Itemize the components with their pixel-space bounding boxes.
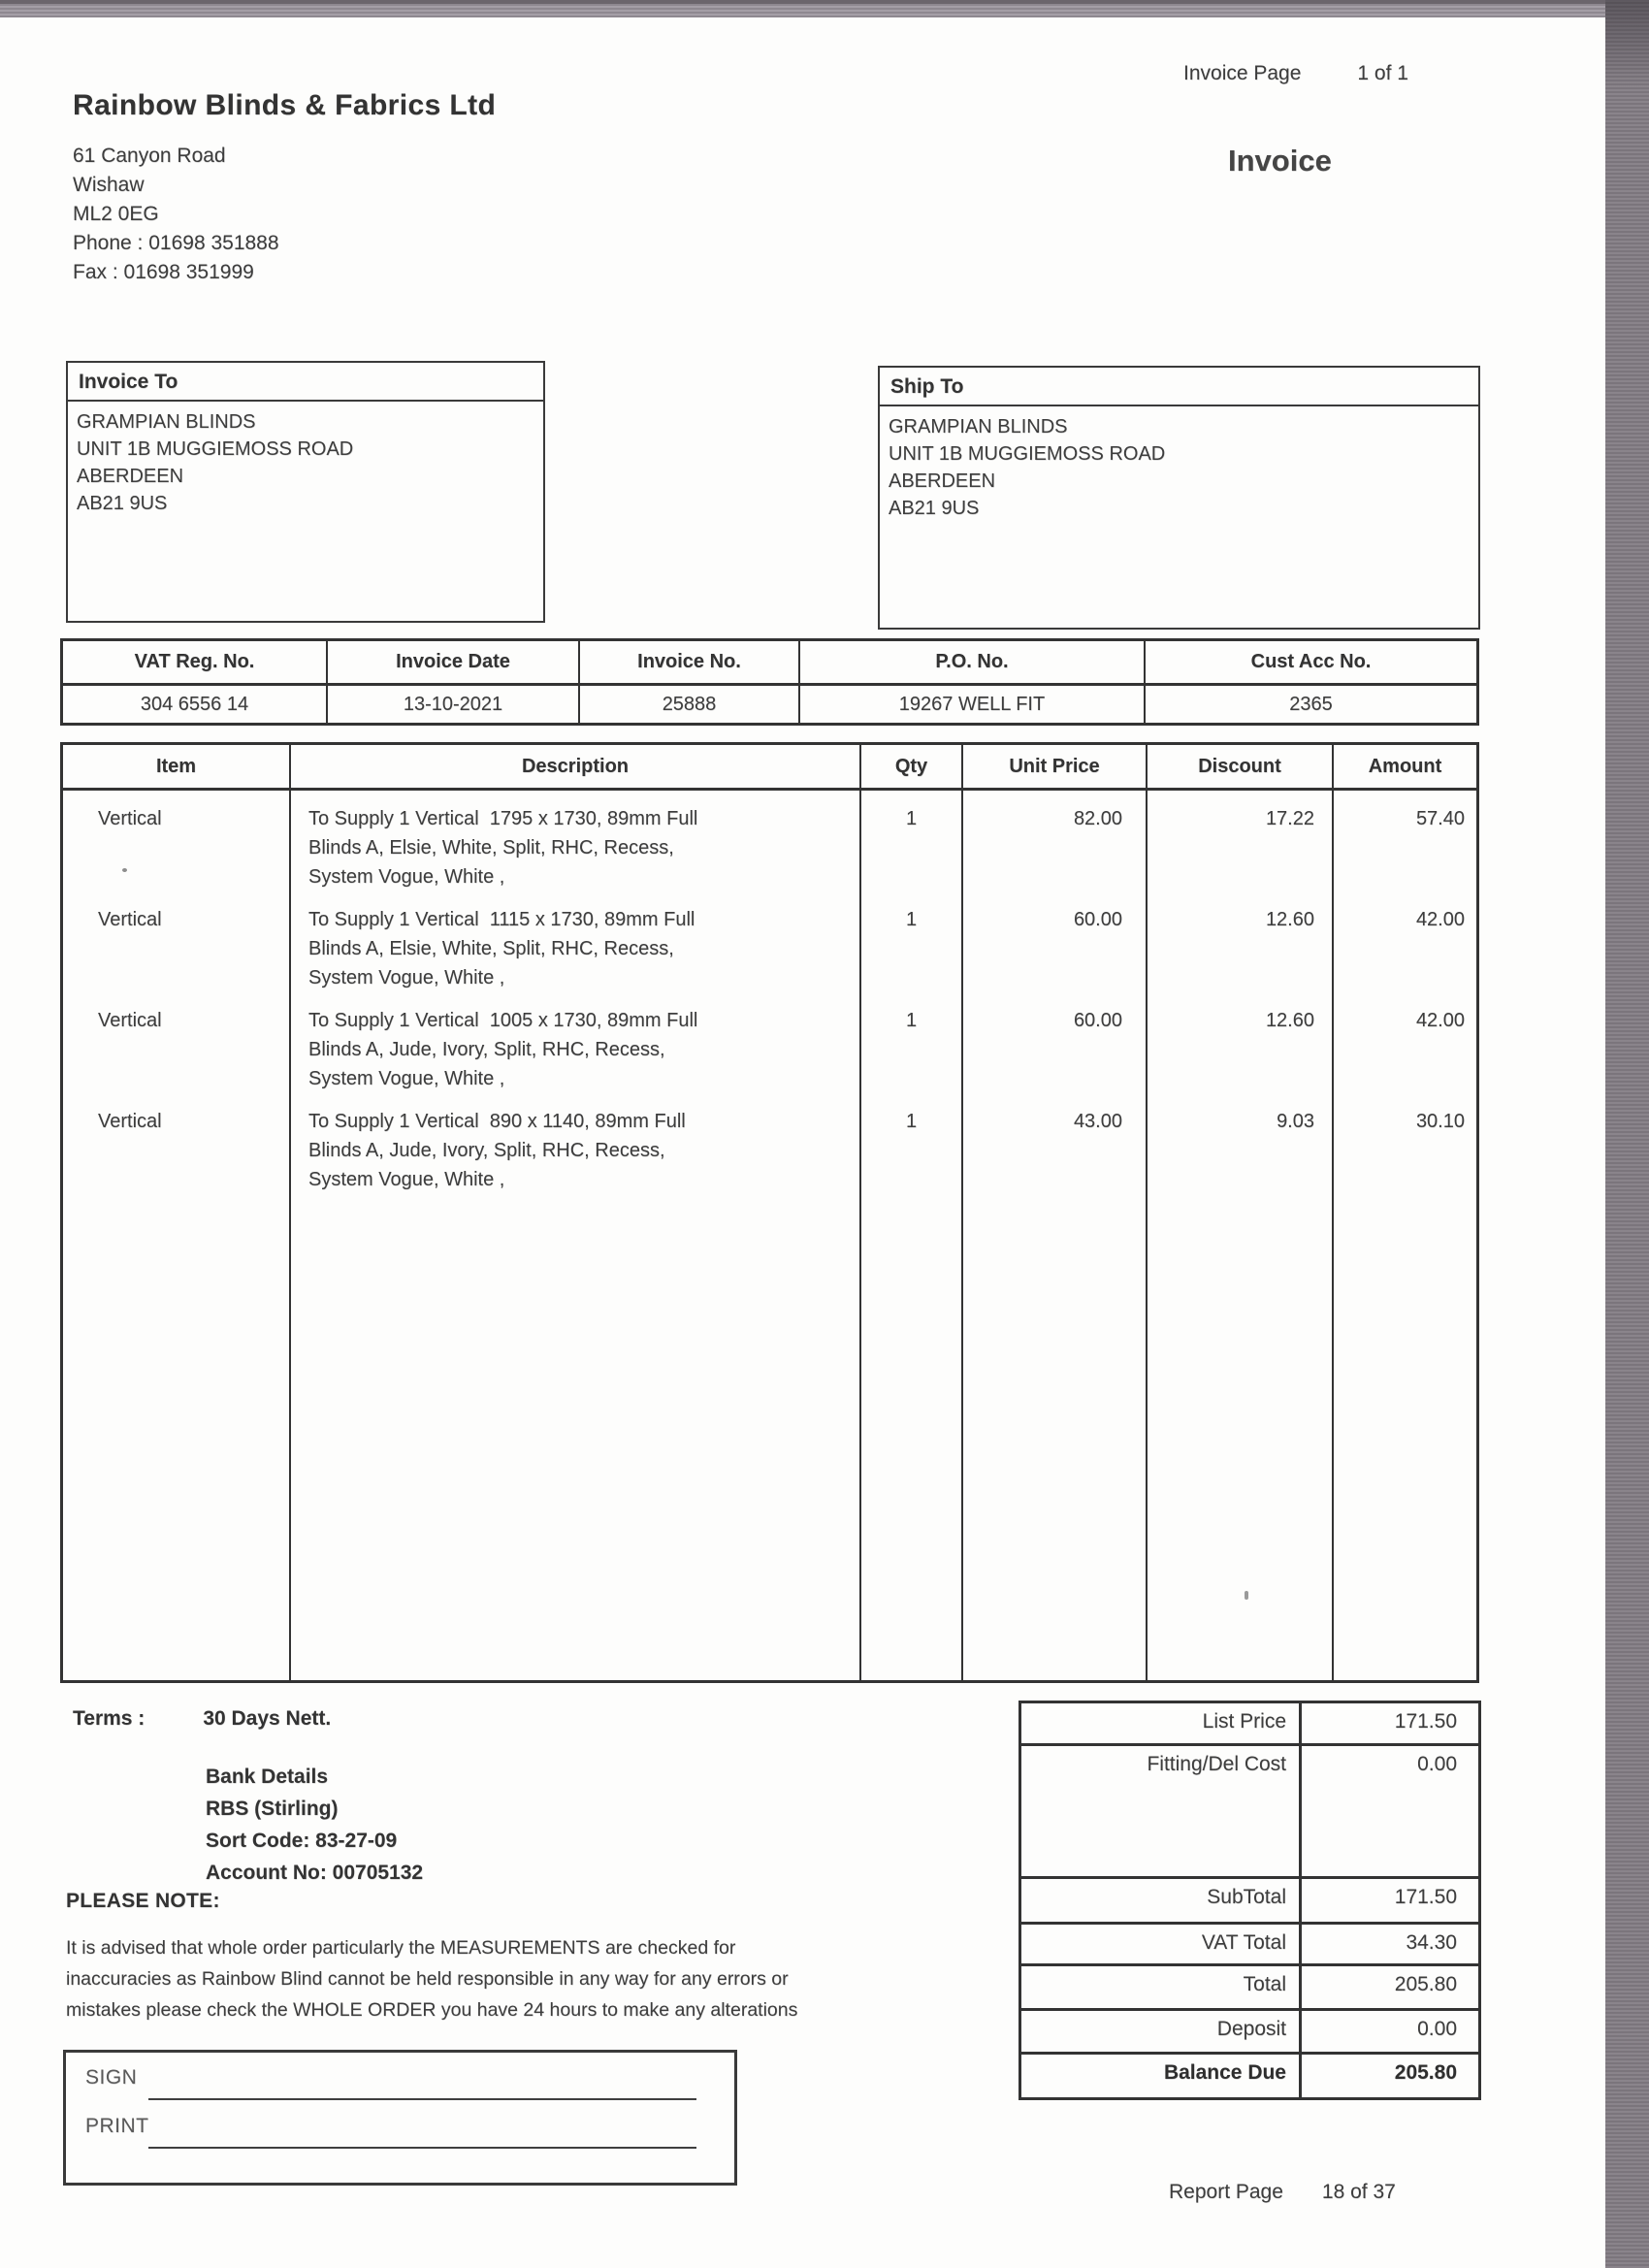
totals-table (1018, 1701, 1481, 2100)
address-line: Wishaw (73, 174, 145, 196)
empty-cell (1148, 1194, 1334, 1680)
total-label: Deposit (1021, 2011, 1302, 2052)
report-page-label: Report Page (1169, 2181, 1283, 2203)
total-row-vat-total (1021, 1925, 1478, 1966)
description-line: System Vogue, White , (308, 967, 505, 988)
invoice-page-label: Invoice Page (1183, 62, 1302, 84)
meta-header-row (63, 641, 1476, 686)
bank-details (206, 1761, 423, 1889)
disclaimer-line: inaccuracies as Rainbow Blind cannot be held responsible in any way for any errors or (66, 1968, 789, 1990)
items-header-row (63, 745, 1476, 791)
invoice-to-line: AB21 9US (77, 493, 168, 514)
total-label: VAT Total (1021, 1925, 1302, 1963)
items-body (63, 791, 1476, 1680)
item-type: Vertical (63, 992, 291, 1093)
description-line: Blinds A, Jude, Ivory, Split, RHC, Recess, (308, 1140, 665, 1161)
meta-header-vat-reg: VAT Reg. No. (63, 641, 328, 683)
description-line: To Supply 1 Vertical 1115 x 1730, 89mm Full (308, 909, 695, 930)
ship-to-line: AB21 9US (889, 498, 980, 519)
ship-to-box (878, 366, 1480, 630)
ship-to-line: UNIT 1B MUGGIEMOSS ROAD (889, 443, 1166, 465)
meta-value-row (63, 686, 1476, 723)
invoice-to-line: UNIT 1B MUGGIEMOSS ROAD (77, 438, 354, 460)
fax-line: Fax : 01698 351999 (73, 261, 254, 283)
scan-edge-right (1605, 0, 1649, 2268)
invoice-to-header: Invoice To (68, 363, 543, 402)
ship-to-line: ABERDEEN (889, 470, 996, 492)
invoice-to-line: ABERDEEN (77, 466, 184, 487)
item-amount: 42.00 (1415, 1010, 1465, 1031)
item-description (291, 1093, 861, 1194)
invoice-no: 25888 (580, 686, 800, 723)
item-discount: 12.60 (1148, 992, 1334, 1093)
total-row-list-price (1021, 1703, 1478, 1746)
invoice-page-indicator (1183, 62, 1408, 85)
ship-to-line: GRAMPIAN BLINDS (889, 416, 1068, 437)
description-line: To Supply 1 Vertical 1005 x 1730, 89mm Full (308, 1010, 698, 1031)
empty-cell (63, 1194, 291, 1680)
table-row (63, 791, 1476, 891)
item-discount: 12.60 (1148, 891, 1334, 992)
line-items-table (60, 742, 1479, 1683)
total-row-fitting-del-cost (1021, 1746, 1478, 1879)
address-line: 61 Canyon Road (73, 145, 226, 167)
item-amount: 42.00 (1415, 909, 1465, 930)
item-qty: 1 (861, 791, 963, 891)
terms (73, 1707, 331, 1731)
description-line: Blinds A, Elsie, White, Split, RHC, Recess, (308, 837, 674, 859)
meta-header-po-no: P.O. No. (800, 641, 1146, 683)
please-note-heading: PLEASE NOTE: (66, 1890, 220, 1912)
col-header-qty: Qty (861, 745, 963, 788)
report-page-value: 18 of 37 (1321, 2181, 1396, 2203)
company-address (73, 142, 279, 287)
item-type: Vertical (63, 791, 291, 891)
ship-to-address (880, 406, 1478, 522)
description-line: System Vogue, White , (308, 1068, 505, 1089)
cust-acc-no: 2365 (1289, 693, 1333, 715)
empty-cell (861, 1194, 963, 1680)
sign-line (148, 2098, 696, 2100)
item-unit-price: 43.00 (963, 1093, 1148, 1194)
description-line: Blinds A, Elsie, White, Split, RHC, Recess, (308, 938, 674, 959)
col-header-discount: Discount (1148, 745, 1334, 788)
meta-header-cust-acc: Cust Acc No. (1250, 651, 1372, 672)
item-qty: 1 (861, 1093, 963, 1194)
empty-cell (291, 1194, 861, 1680)
item-qty: 1 (861, 891, 963, 992)
bank-details-heading: Bank Details (206, 1766, 329, 1788)
invoice-page-value: 1 of 1 (1357, 62, 1408, 84)
empty-cell (963, 1194, 1148, 1680)
total-label: SubTotal (1021, 1879, 1302, 1922)
table-row (63, 891, 1476, 992)
item-description (291, 791, 861, 891)
terms-label: Terms : (73, 1707, 146, 1730)
item-unit-price: 82.00 (963, 791, 1148, 891)
document-title: Invoice (1228, 144, 1332, 178)
empty-table-space (63, 1194, 1476, 1680)
disclaimer-line: mistakes please check the WHOLE ORDER you have 24 hours to make any alterations (66, 1999, 798, 2021)
description-line: System Vogue, White , (308, 866, 505, 888)
col-header-unit-price: Unit Price (963, 745, 1148, 788)
report-page-indicator (1169, 2181, 1396, 2204)
item-type: Vertical (63, 891, 291, 992)
address-line: ML2 0EG (73, 203, 159, 225)
description-line: To Supply 1 Vertical 1795 x 1730, 89mm Full (308, 808, 698, 829)
col-header-item: Item (63, 745, 291, 788)
invoice-meta-table (60, 638, 1479, 726)
vat-reg-no: 304 6556 14 (63, 686, 328, 723)
item-description (291, 992, 861, 1093)
table-row (63, 992, 1476, 1093)
invoice-date: 13-10-2021 (328, 686, 580, 723)
print-label: PRINT (85, 2115, 149, 2137)
bank-name: RBS (Stirling) (206, 1798, 339, 1820)
sign-label: SIGN (85, 2066, 138, 2089)
total-value: 205.80 (1394, 1973, 1457, 1995)
signature-box (63, 2050, 737, 2186)
bank-account-no: Account No: 00705132 (206, 1862, 424, 1884)
description-line: To Supply 1 Vertical 890 x 1140, 89mm Full (308, 1111, 686, 1132)
description-line: System Vogue, White , (308, 1169, 505, 1190)
item-unit-price: 60.00 (963, 891, 1148, 992)
total-label: Total (1021, 1966, 1302, 2008)
total-label: Fitting/Del Cost (1021, 1746, 1302, 1876)
total-label: Balance Due (1021, 2055, 1302, 2097)
total-row-balance-due (1021, 2055, 1478, 2097)
po-no: 19267 WELL FIT (800, 686, 1146, 723)
disclaimer-line: It is advised that whole order particularly the MEASUREMENTS are checked for (66, 1937, 736, 1959)
item-discount: 9.03 (1148, 1093, 1334, 1194)
item-qty: 1 (861, 992, 963, 1093)
total-value: 205.80 (1394, 2061, 1457, 2084)
empty-cell (1334, 1194, 1476, 1680)
terms-value: 30 Days Nett. (203, 1707, 332, 1730)
total-row-subtotal (1021, 1879, 1478, 1925)
total-value: 34.30 (1406, 1931, 1457, 1954)
table-row (63, 1093, 1476, 1194)
print-line (148, 2147, 696, 2149)
invoice-to-address (68, 402, 543, 517)
item-description (291, 891, 861, 992)
company-name: Rainbow Blinds & Fabrics Ltd (73, 89, 497, 121)
item-amount: 57.40 (1415, 808, 1465, 829)
invoice-to-line: GRAMPIAN BLINDS (77, 411, 256, 433)
total-label: List Price (1021, 1703, 1302, 1743)
scan-edge-top (0, 0, 1649, 17)
ship-to-header: Ship To (880, 368, 1478, 406)
total-value: 0.00 (1417, 2018, 1457, 2040)
total-row-deposit (1021, 2011, 1478, 2055)
invoice-to-box (66, 361, 545, 623)
disclaimer-text (66, 1932, 797, 2025)
total-value: 0.00 (1417, 1753, 1457, 1775)
bank-sort-code: Sort Code: 83-27-09 (206, 1830, 398, 1852)
item-type: Vertical (63, 1093, 291, 1194)
meta-header-invoice-no: Invoice No. (580, 641, 800, 683)
item-amount: 30.10 (1415, 1111, 1465, 1132)
item-discount: 17.22 (1148, 791, 1334, 891)
description-line: Blinds A, Jude, Ivory, Split, RHC, Recess, (308, 1039, 665, 1060)
item-unit-price: 60.00 (963, 992, 1148, 1093)
total-row-total (1021, 1966, 1478, 2011)
total-value: 171.50 (1394, 1710, 1457, 1733)
total-value: 171.50 (1394, 1886, 1457, 1908)
phone-line: Phone : 01698 351888 (73, 232, 279, 254)
col-header-description: Description (291, 745, 861, 788)
meta-header-invoice-date: Invoice Date (328, 641, 580, 683)
col-header-amount: Amount (1368, 755, 1442, 777)
